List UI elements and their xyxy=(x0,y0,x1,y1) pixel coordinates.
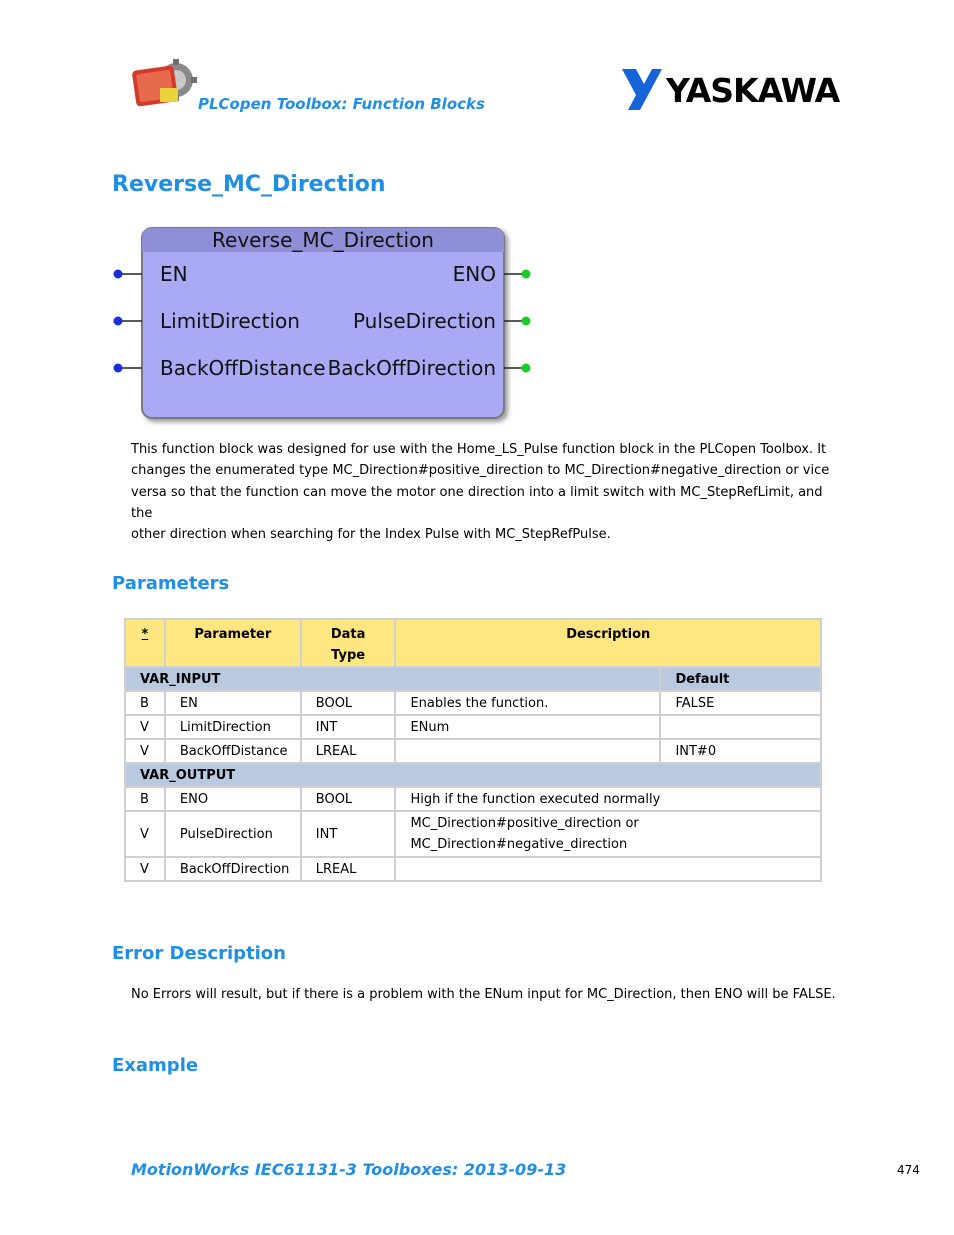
error-heading: Error Description xyxy=(112,943,286,964)
group-label: VAR_OUTPUT xyxy=(126,764,820,786)
parameters-table xyxy=(124,618,822,882)
page-number: 474 xyxy=(897,1163,920,1177)
intro-line: other direction when searching for the Index Pulse with MC_StepRefPulse. xyxy=(131,527,611,543)
table-row: V LimitDirection INT ENum xyxy=(126,716,820,738)
output-label: PulseDirection xyxy=(352,309,496,333)
intro-line: versa so that the function can move the motor one direction into a limit switch with MC_StepRefLimit, and the xyxy=(131,484,823,521)
col-description: Description xyxy=(396,620,820,666)
plcopen-toolbox-logo xyxy=(130,58,198,110)
output-label: BackOffDirection xyxy=(327,356,496,380)
output-pin-icon xyxy=(522,364,531,373)
output-pin-icon xyxy=(522,317,531,326)
example-heading: Example xyxy=(112,1055,199,1076)
input-pin-icon xyxy=(114,270,123,279)
table-header-row xyxy=(126,620,820,666)
input-pin-icon xyxy=(114,364,123,373)
output-pin-icon xyxy=(522,270,531,279)
input-label: LimitDirection xyxy=(160,309,300,333)
input-pin-icon xyxy=(114,317,123,326)
yaskawa-logo xyxy=(622,66,844,112)
group-row-output xyxy=(126,764,820,786)
function-block-diagram xyxy=(110,222,540,427)
input-label: BackOffDistance xyxy=(160,356,326,380)
page-title: Reverse_MC_Direction xyxy=(112,172,386,197)
intro-line: changes the enumerated type MC_Direction#positive_direction to MC_Direction#negative_direction or vice xyxy=(131,463,830,479)
col-data-type: Data Type xyxy=(302,620,395,666)
table-row: V BackOffDistance LREAL INT#0 xyxy=(126,740,820,762)
output-label: ENO xyxy=(452,262,496,286)
header-subtitle: PLCopen Toolbox: Function Blocks xyxy=(198,95,485,113)
table-row: B EN BOOL Enables the function. FALSE xyxy=(126,692,820,714)
yaskawa-mark-icon xyxy=(622,69,662,110)
brand-name: YASKAWA xyxy=(666,71,840,110)
col-star: * xyxy=(126,620,164,666)
default-label: Default xyxy=(661,668,820,690)
intro-line: This function block was designed for use with the Home_LS_Pulse function block in the PLCopen Toolbox. It xyxy=(131,442,827,457)
footer-title: MotionWorks IEC61131-3 Toolboxes: 2013-09-13 xyxy=(131,1160,567,1179)
parameters-heading: Parameters xyxy=(112,573,230,594)
group-row-input xyxy=(126,668,820,690)
function-block-name: Reverse_MC_Direction xyxy=(212,228,434,252)
group-label: VAR_INPUT xyxy=(126,668,659,690)
error-text: No Errors will result, but if there is a problem with the ENum input for MC_Direction, then ENO will be FALSE. xyxy=(131,987,836,1002)
input-label: EN xyxy=(160,262,188,286)
table-row: V PulseDirection INT MC_Direction#positive_direction or MC_Direction#negative_direction xyxy=(126,812,820,856)
table-row: V BackOffDirection LREAL xyxy=(126,858,820,880)
table-row: B ENO BOOL High if the function executed normally xyxy=(126,788,820,810)
intro-paragraph xyxy=(131,439,831,545)
col-parameter: Parameter xyxy=(166,620,300,666)
